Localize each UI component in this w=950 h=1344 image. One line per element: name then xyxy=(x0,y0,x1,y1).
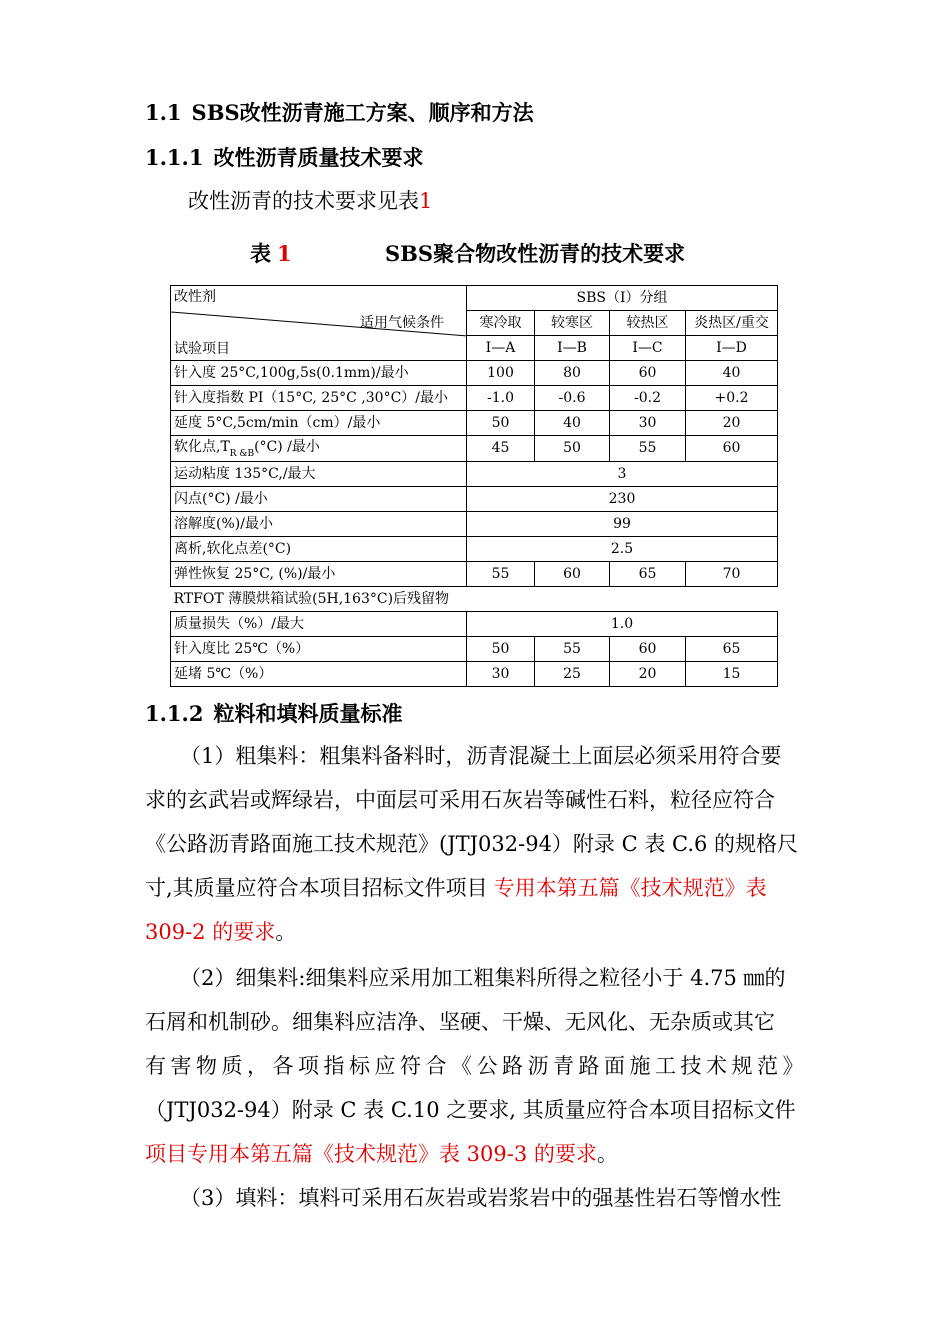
header-diagonal-cell: 改性剂 适用气候条件 试验项目 xyxy=(171,286,467,361)
table-row: 延堵 5℃（%） 30 25 20 15 xyxy=(171,662,778,687)
section-heading-1-1-1: 1.1.1 改性沥青质量技术要求 xyxy=(145,145,424,170)
rtfot-section-label: RTFOT 薄膜烘箱试验(5H,163°C)后残留物 xyxy=(171,587,778,612)
table-row: 离析,软化点差(°C) 2.5 xyxy=(171,537,778,562)
section-heading-1-1: 1.1 SBS改性沥青施工方案、顺序和方法 xyxy=(145,100,534,125)
table-row: 针入度指数 PI（15°C, 25°C ,30°C）/最小 -1.0 -0.6 -0.2 +0.2 xyxy=(171,386,778,411)
table-row xyxy=(171,286,778,311)
table-caption-label: 表 1 xyxy=(250,241,292,266)
table-row: 延度 5°C,5cm/min（cm）/最小 50 40 30 20 xyxy=(171,411,778,436)
table-row: 运动粘度 135°C,/最大 3 xyxy=(171,462,778,487)
table-row: 针入度 25°C,100g,5s(0.1mm)/最小 100 80 60 40 xyxy=(171,361,778,386)
table-row: Ⅰ—A Ⅰ—B Ⅰ—C Ⅰ—D xyxy=(171,336,778,361)
table-row: 针入度比 25℃（%） 50 55 60 65 xyxy=(171,637,778,662)
table-row: 闪点(°C) /最小 230 xyxy=(171,487,778,512)
table-row: 质量损失（%）/最大 1.0 xyxy=(171,612,778,637)
intro-paragraph: 改性沥青的技术要求见表1 xyxy=(188,189,433,213)
group-header: SBS（Ⅰ）分组 xyxy=(467,286,778,311)
table-row xyxy=(171,587,778,612)
sbs-spec-table xyxy=(170,285,778,687)
section-heading-1-1-2: 1.1.2 粒料和填料质量标准 xyxy=(145,701,403,726)
softening-point-label: 软化点$,T_{R \&B}(^\circ C)$ /最小 xyxy=(171,436,467,462)
table-caption-title: SBS聚合物改性沥青的技术要求 xyxy=(385,241,686,266)
table-row: 寒冷取 较寒区 较热区 炎热区/重交 xyxy=(171,311,778,336)
table-row: 弹性恢复 25°C, (%)/最小 55 60 65 70 xyxy=(171,562,778,587)
table-row: 软化点$,T_{R \&B}(^\circ C)$ /最小 45 50 55 60 xyxy=(171,436,778,462)
table-reference: 1 xyxy=(419,189,433,213)
table-row: 溶解度(%)/最小 99 xyxy=(171,512,778,537)
